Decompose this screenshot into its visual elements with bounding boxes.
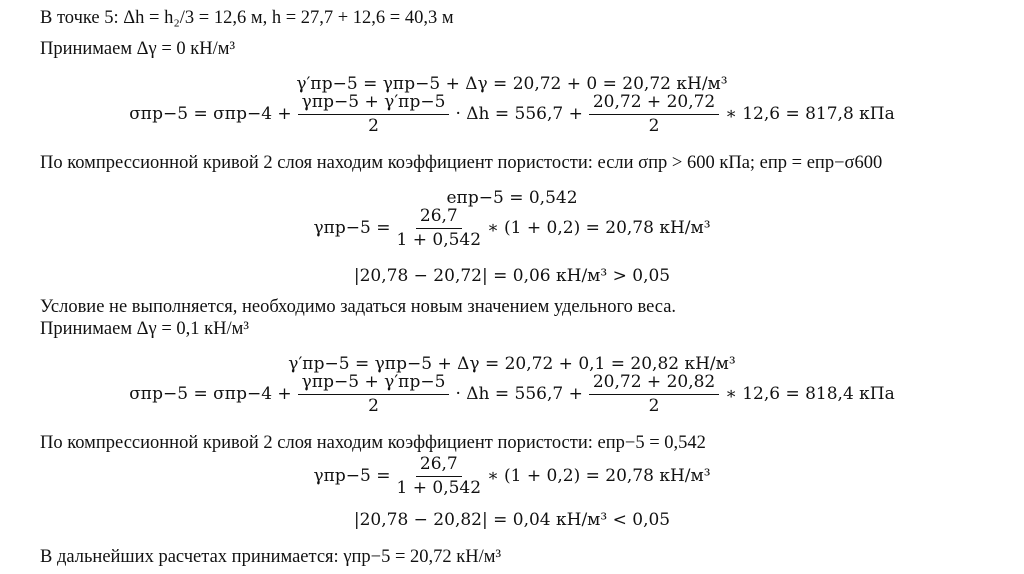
gamma-formula-2-lhs: γпр−5 =: [313, 465, 391, 486]
compression-curve-line-2: По компрессионной кривой 2 слоя находим коэффициент пористости: eпр−5 = 0,542: [40, 433, 706, 453]
condition-not-met-line: Условие не выполняется, необходимо задаться новым значением удельного веса.: [40, 297, 677, 317]
fraction-denominator: 2: [368, 115, 379, 136]
difference-check-1: |20,78 − 20,72| = 0,06 кН/м³ > 0,05: [353, 266, 671, 286]
fraction-numerator: 20,72 + 20,72: [589, 93, 719, 115]
sigma-formula-1-fraction-a: [298, 93, 450, 135]
sigma-formula-2: [0, 373, 1024, 415]
assume-delta-gamma-01: Принимаем Δγ = 0,1 кН/м³: [40, 319, 249, 339]
gamma-prime-formula-2: γ′пр−5 = γпр−5 + Δγ = 20,72 + 0,1 = 20,82 кН/м³: [288, 354, 736, 374]
sigma-formula-2-mid: · Δh = 556,7 +: [455, 383, 583, 404]
fraction-denominator: 1 + 0,542: [396, 477, 482, 498]
sigma-formula-2-rhs: ∗ 12,6 = 818,4 кПа: [725, 383, 895, 404]
gamma-formula-2-rhs: ∗ (1 + 0,2) = 20,78 кН/м³: [487, 465, 711, 486]
fraction-denominator: 1 + 0,542: [396, 229, 482, 250]
sigma-formula-1: [0, 93, 1024, 135]
fraction-denominator: 2: [648, 115, 660, 136]
gamma-prime-formula-1: γ′пр−5 = γпр−5 + Δγ = 20,72 + 0 = 20,72 кН/м³: [296, 74, 728, 94]
sigma-formula-1-fraction-b: [589, 93, 719, 135]
gamma-formula-1: [0, 207, 1024, 249]
void-ratio-line: eпр−5 = 0,542: [446, 188, 578, 208]
fraction-numerator: γпр−5 + γ′пр−5: [298, 93, 450, 115]
sigma-formula-1-rhs: ∗ 12,6 = 817,8 кПа: [725, 103, 895, 124]
sigma-formula-2-fraction-a: [298, 373, 450, 415]
sigma-formula-1-lhs: σпр−5 = σпр−4 +: [129, 103, 292, 124]
fraction-denominator: 2: [368, 395, 379, 416]
fraction-denominator: 2: [648, 395, 660, 416]
assume-delta-gamma-0: Принимаем Δγ = 0 кН/м³: [40, 39, 236, 59]
fraction-numerator: 26,7: [416, 455, 462, 477]
fraction-numerator: 26,7: [416, 207, 462, 229]
gamma-formula-2: [0, 455, 1024, 497]
sigma-formula-1-mid: · Δh = 556,7 +: [455, 103, 583, 124]
compression-curve-line-1: По компрессионной кривой 2 слоя находим коэффициент пористости: если σпр > 600 кПа; eпр = eпр−σ600: [40, 153, 883, 173]
gamma-formula-1-rhs: ∗ (1 + 0,2) = 20,78 кН/м³: [487, 217, 711, 238]
difference-check-2: |20,78 − 20,82| = 0,04 кН/м³ < 0,05: [353, 510, 671, 530]
gamma-formula-1-lhs: γпр−5 =: [313, 217, 391, 238]
gamma-formula-1-fraction: [397, 207, 482, 249]
gamma-formula-2-fraction: [397, 455, 482, 497]
fraction-numerator: 20,72 + 20,82: [589, 373, 719, 395]
final-accepted-value-line: В дальнейших расчетах принимается: γпр−5 = 20,72 кН/м³: [40, 547, 502, 567]
sigma-formula-2-fraction-b: [589, 373, 719, 415]
sigma-formula-2-lhs: σпр−5 = σпр−4 +: [129, 383, 292, 404]
point5-intro-line: В точке 5: Δh = h₂/3 = 12,6 м, h = 27,7 + 12,6 = 40,3 м: [40, 8, 454, 28]
fraction-numerator: γпр−5 + γ′пр−5: [298, 373, 450, 395]
